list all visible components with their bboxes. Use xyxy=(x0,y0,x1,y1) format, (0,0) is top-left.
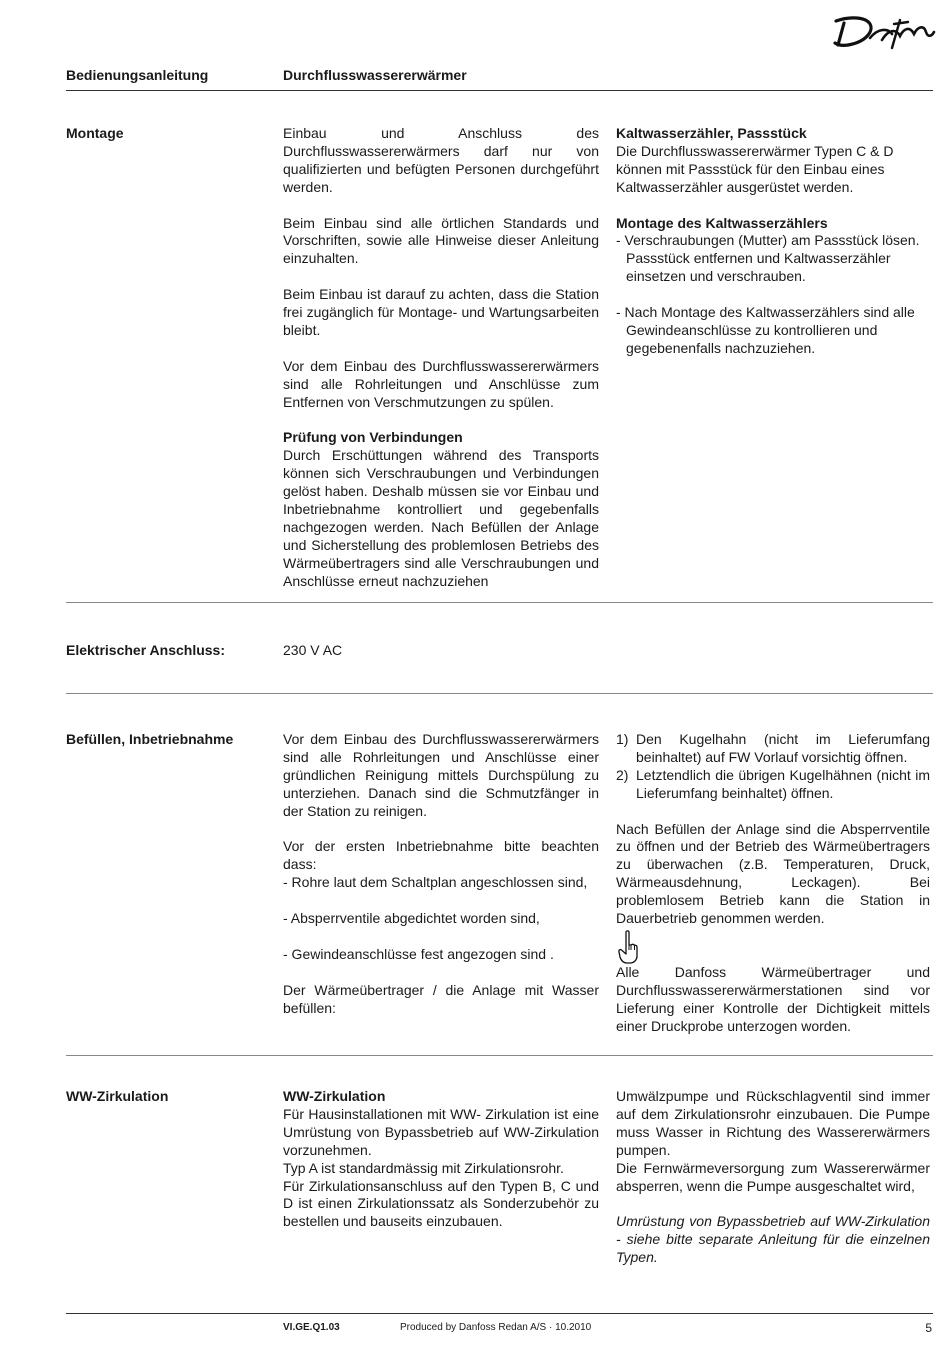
subheading: Montage des Kaltwasserzählers xyxy=(616,214,828,231)
section-label-montage: Montage xyxy=(66,125,124,141)
danfoss-logo xyxy=(830,14,936,50)
paragraph: Typ A ist standardmässig mit Zirkulationsrohr. xyxy=(283,1159,564,1176)
step-text: Den Kugelhahn (nicht im Lieferumfang beinhaltet) auf FW Vorlauf vorsichtig öffnen. xyxy=(636,731,930,765)
zirkulation-col-1 xyxy=(283,1088,599,1231)
paragraph: Vor dem Einbau des Durchflusswassererwärmers sind alle Rohrleitungen und Anschlüsse zum Entfernen von Verschmutzungen zu spülen. xyxy=(283,357,599,410)
subheading: Kaltwasserzähler, Passstück xyxy=(616,125,807,141)
section-label-elektrisch: Elektrischer Anschluss: xyxy=(66,642,225,658)
paragraph: Für Zirkulationsanschluss auf den Typen B, C und D ist einen Zirkulationssatz als Sonderzubehör zu bestellen und bauseits einzubauen. xyxy=(283,1177,599,1230)
paragraph: Der Wärmeübertrager / die Anlage mit Wasser befüllen: xyxy=(283,981,599,1016)
section-rule xyxy=(66,693,933,694)
header-title: Durchflusswassererwärmer xyxy=(283,67,467,83)
paragraph: Die Durchflusswassererwärmer Typen C & D können mit Passstück für den Einbau eines Kaltwasserzähler ausgerüstet werden. xyxy=(616,142,894,195)
paragraph: Die Fernwärmeversorgung zum Wassererwärmer absperren, wenn die Pumpe ausgeschaltet wird, xyxy=(616,1159,930,1194)
list-item: - Nach Montage des Kaltwasserzählers sind alle Gewindeanschlüsse zu kontrollieren und gegebenenfalls nachzuziehen. xyxy=(616,304,915,356)
list-item: - Gewindeanschlüsse fest angezogen sind . xyxy=(283,945,554,962)
paragraph: Einbau und Anschluss des Durchflusswassererwärmers darf nur von qualifizierten und befügten Personen durchgeführt werden. xyxy=(283,125,599,195)
section-label-zirkulation: WW-Zirkulation xyxy=(66,1088,169,1104)
befuellen-col-2 xyxy=(616,731,930,1036)
paragraph: Beim Einbau ist darauf zu achten, dass die Station frei zugänglich für Montage- und Wartungsarbeiten bleibt. xyxy=(283,286,599,338)
paragraph: Durch Erschüttungen während des Transports können sich Verschraubungen und Verbindungen gelöst haben. Deshalb müssen sie vor Einbau und Inbetriebnahme kontrolliert und gegebenfalls nachgezogen werden. Nach Befüllen der Anlage und Sicherstellung des problemlosen Betriebs des Wärmeübertragers sind alle Verschraubungen und Anschlüsse erneut nachzuziehen xyxy=(283,447,599,589)
doc-code: VI.GE.Q1.03 xyxy=(283,1322,340,1333)
footer-rule xyxy=(66,1313,933,1314)
list-item: - Absperrventile abgedichtet worden sind, xyxy=(283,910,540,927)
list-item: - Verschraubungen (Mutter) am Passstück lösen. Passstück entfernen und Kaltwasserzähler einsetzen und verschrauben. xyxy=(616,232,920,285)
montage-col-1 xyxy=(283,125,599,591)
zirkulation-col-2 xyxy=(616,1088,930,1267)
montage-col-2 xyxy=(616,125,930,376)
header-rule xyxy=(66,90,933,91)
section-rule xyxy=(66,1055,933,1056)
numbered-step xyxy=(616,767,930,803)
subheading: Prüfung von Verbindungen xyxy=(283,429,463,446)
section-label-befuellen: Befüllen, Inbetriebnahme xyxy=(66,731,234,747)
paragraph: Vor dem Einbau des Durchflusswassererwärmers sind alle Rohrleitungen und Anschlüsse einer gründlichen Reinigung mittels Durchspülung zu unterziehen. Danach sind die Schmutzfänger in der Station zu reinigen. xyxy=(283,731,599,819)
producer-note: Produced by Danfoss Redan A/S · 10.2010 xyxy=(400,1322,592,1333)
paragraph: Beim Einbau sind alle örtlichen Standards und Vorschriften, sowie alle Hinweise dieser Anleitung einzuhalten. xyxy=(283,214,599,267)
paragraph: Alle Danfoss Wärmeübertrager und Durchflusswassererwärmerstationen sind vor Lieferung einer Kontrolle der Dichtigkeit mittels einer Druckprobe unterzogen worden. xyxy=(616,963,930,1034)
elektrisch-value: 230 V AC xyxy=(283,642,343,658)
section-rule xyxy=(66,602,933,603)
paragraph: Umwälzpumpe und Rückschlagventil sind immer auf dem Zirkulationsrohr einzubauen. Die Pumpe muss Wasser in Richtung des Wassererwärmers pumpen. xyxy=(616,1088,930,1158)
paragraph: Vor der ersten Inbetriebnahme bitte beachten dass: xyxy=(283,838,599,873)
page-number: 5 xyxy=(925,1321,932,1335)
header-left: Bedienungsanleitung xyxy=(66,67,209,83)
step-text: Letztendlich die übrigen Kugelhähnen (nicht im Lieferumfang beinhaltet) öffnen. xyxy=(636,766,930,801)
italic-note: Umrüstung von Bypassbetrieb auf WW-Zirkulation - siehe bitte separate Anleitung für die einzelnen Typen. xyxy=(616,1213,930,1266)
pointing-hand-icon xyxy=(618,930,638,964)
step-number: 2) xyxy=(616,766,629,783)
numbered-step xyxy=(616,731,930,767)
paragraph: Für Hausinstallationen mit WW- Zirkulation ist eine Umrüstung von Bypassbetrieb auf WW-Zirkulation vorzunehmen. xyxy=(283,1105,599,1158)
list-item: - Rohre laut dem Schaltplan angeschlossen sind, xyxy=(283,874,588,891)
befuellen-col-1 xyxy=(283,731,599,1017)
subheading: WW-Zirkulation xyxy=(283,1088,386,1104)
paragraph: Nach Befüllen der Anlage sind die Absperrventile zu öffnen und der Betrieb des Wärmeübertragers zu überwachen (z.B. Temperaturen, Druck, Wärmeausdehnung, Leckagen). Bei problemlosem Betrieb kann die Station in Dauerbetrieb genommen werden. xyxy=(616,820,930,927)
step-number: 1) xyxy=(616,731,629,747)
